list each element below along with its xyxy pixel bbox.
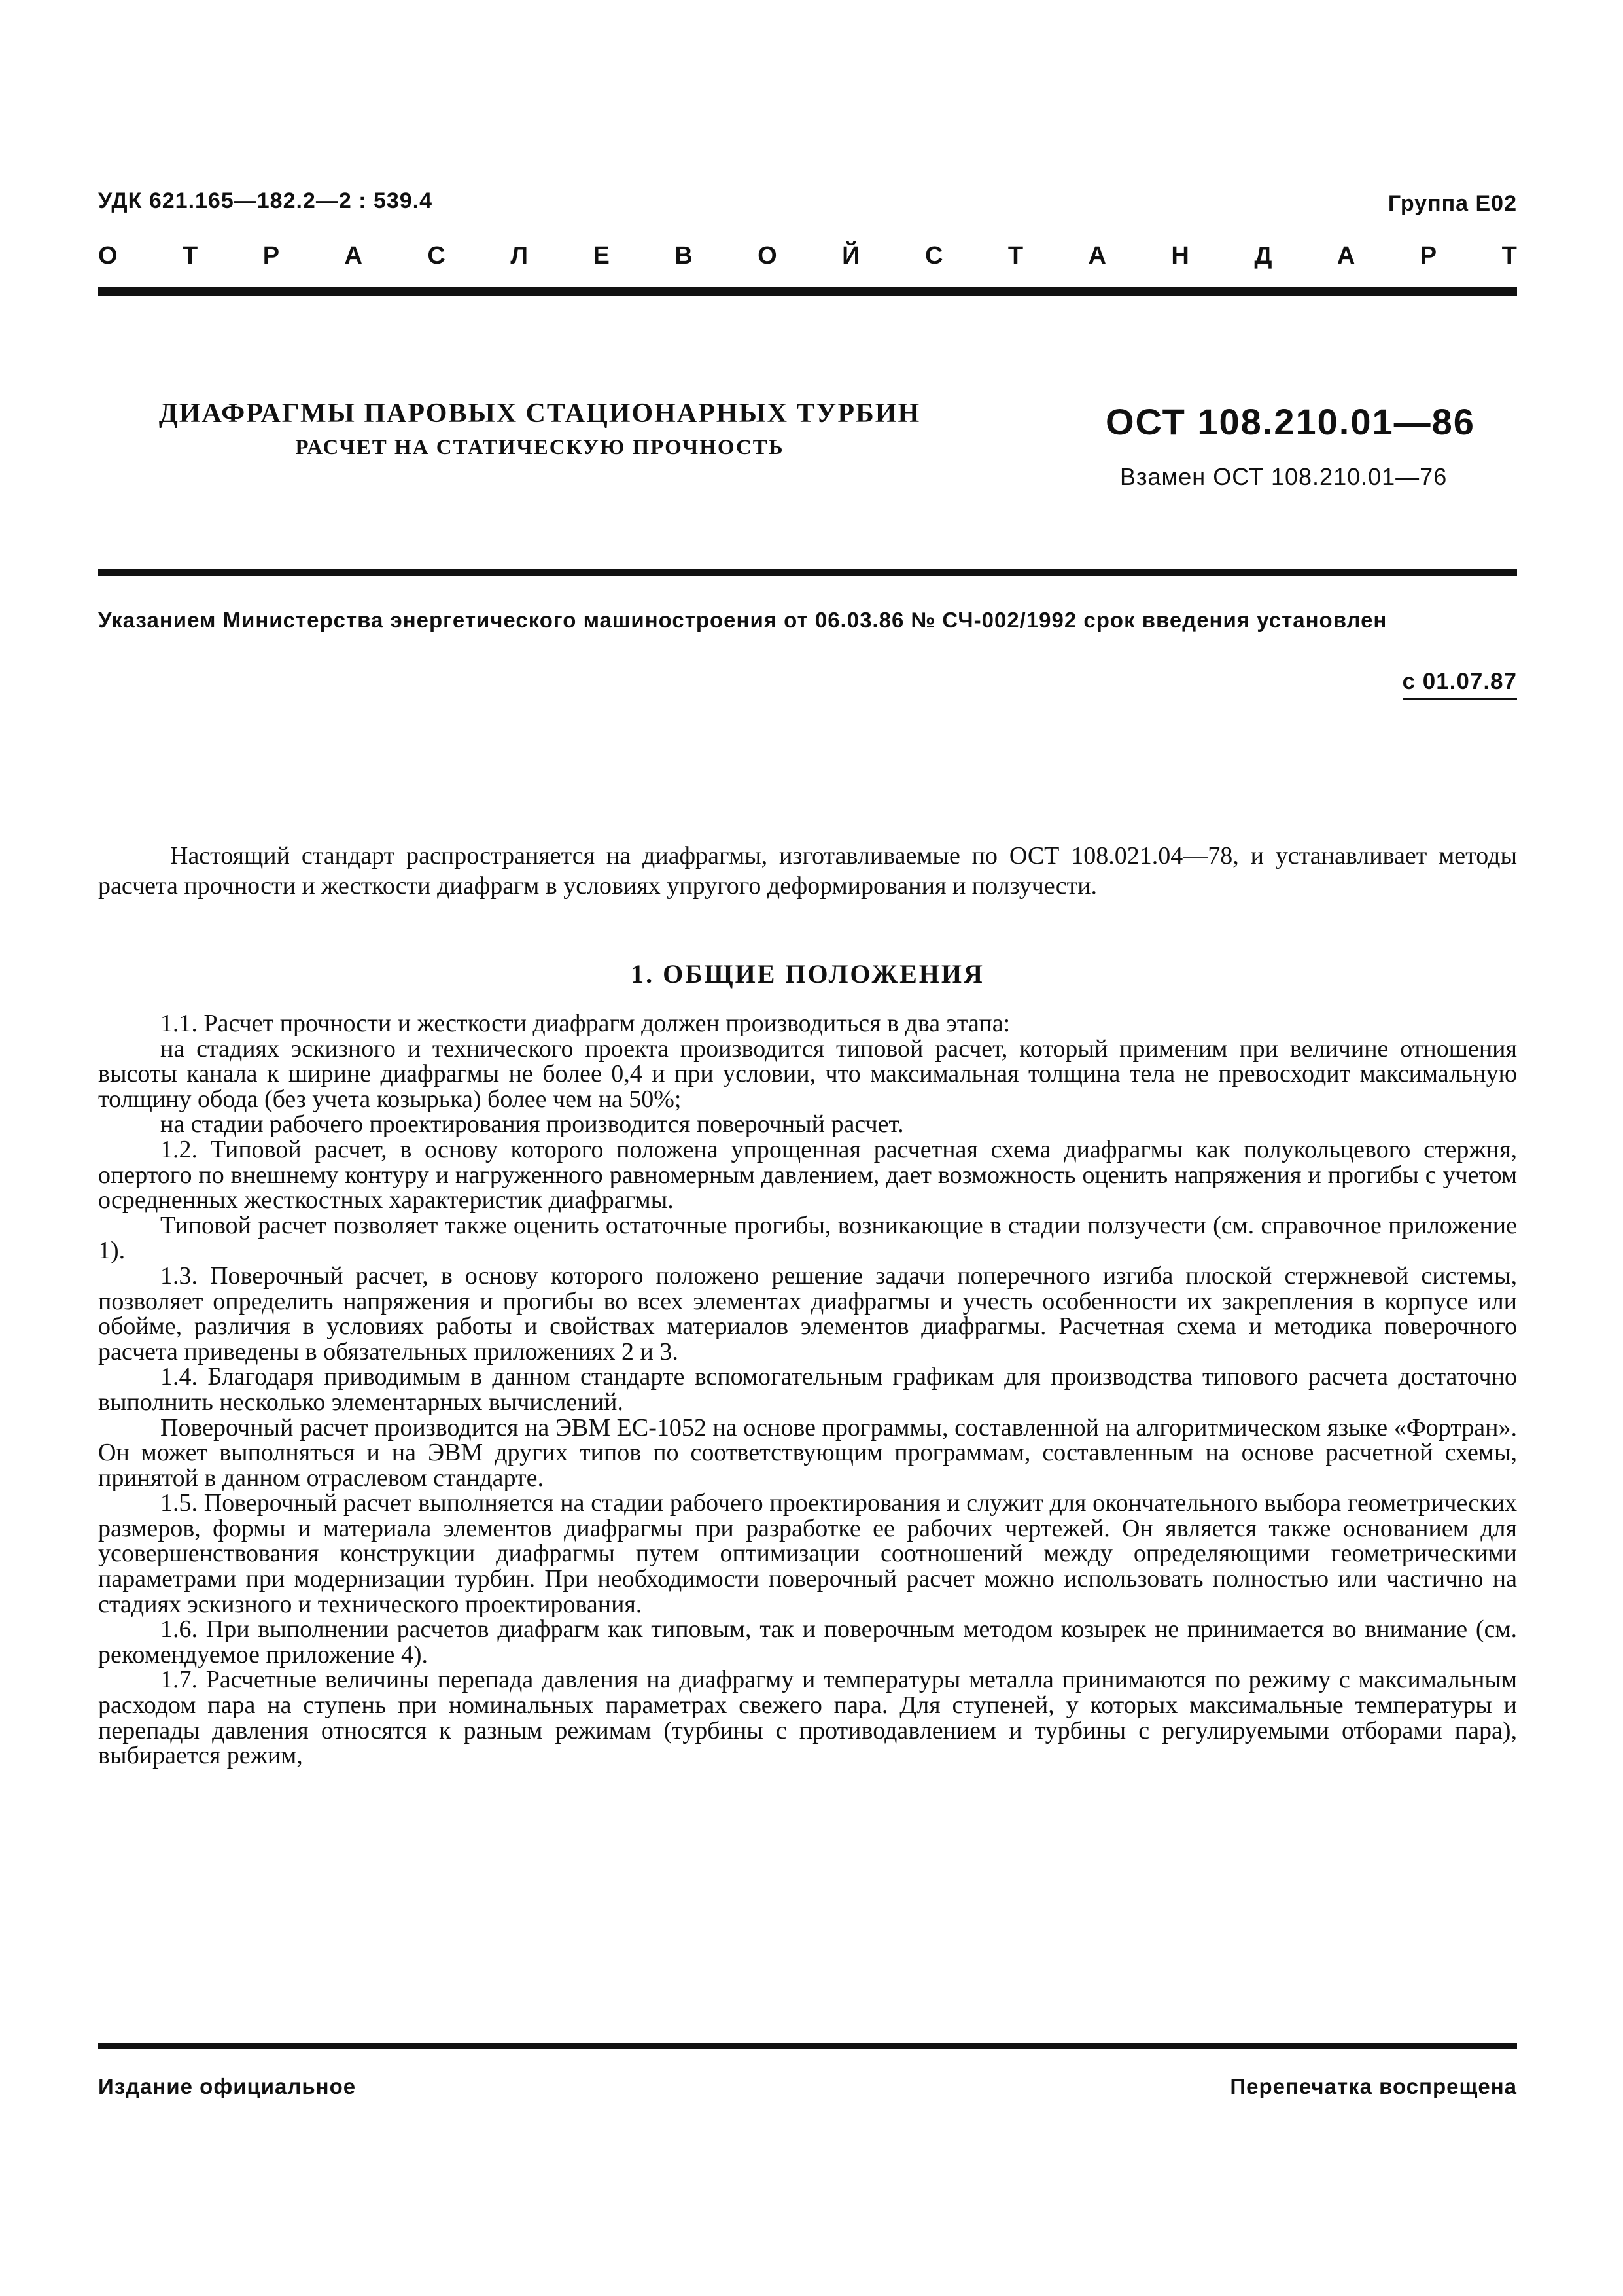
group-code: Группа Е02 [1387, 191, 1517, 216]
paragraph: на стадии рабочего проектирования производится поверочный расчет. [160, 1110, 904, 1139]
paragraph: 1.5. Поверочный расчет выполняется на стадии рабочего проектирования и служит для окончательного выбора геометрических размеров, формы и материала элементов диафрагмы при разработке ее рабочих чертежей. Он является также основанием для усовершенствования конструкции диафрагмы путем оптимизации соотношений между определяющими геометрическими параметрами при модернизации турбин. При необходимости поверочный расчет можно использовать полностью или частично на стадиях эскизного и технического проектирования. [98, 1489, 1517, 1618]
footer-reprint-notice: Перепечатка воспрещена [1230, 2074, 1517, 2098]
title-divider [98, 569, 1517, 576]
standard-letter: Р [1420, 242, 1437, 270]
standard-letter: Л [510, 242, 528, 270]
standard-letter: Й [842, 242, 860, 270]
standard-letter: Р [262, 242, 280, 270]
paragraph: 1.2. Типовой расчет, в основу которого положена упрощенная расчетная схема диафрагмы как полукольцевого стержня, опертого по внешнему контуру и нагруженного равномерным давлением, дает возможность оценить напряжения и прогибы с учетом осредненных жесткостных характеристик диафрагмы. [98, 1135, 1517, 1214]
standard-letter: О [98, 242, 118, 270]
paragraph: 1.1. Расчет прочности и жесткости диафрагм должен производиться в два этапа: [160, 1010, 1011, 1037]
decree-text: Указанием Министерства энергетического машиностроения от 06.03.86 № СЧ-002/1992 срок введения установлен [98, 608, 1387, 632]
standard-letter: О [758, 242, 777, 270]
paragraph: 1.4. Благодаря приводимым в данном стандарте вспомогательным графикам для производства типового расчета достаточно выполнить несколько элементарных вычислений. [98, 1363, 1517, 1416]
replaces-standard: Взамен ОСТ 108.210.01—76 [1120, 463, 1448, 490]
footer-official-edition: Издание официальное [98, 2074, 357, 2098]
document-title-block [98, 398, 981, 460]
footer-divider [98, 2043, 1517, 2049]
paragraph: 1.3. Поверочный расчет, в основу которого положено решение задачи поперечного изгиба плоской стержневой системы, позволяет определить напряжения и прогибы во всех элементах диафрагмы и учесть особенности их закрепления в корпусе или обойме, различия в условиях работы и свойствах материалов элементов диафрагмы. Расчетная схема и методика поверочного расчета приведены в обязательных приложениях 2 и 3. [98, 1262, 1517, 1366]
standard-letter: Н [1171, 242, 1189, 270]
paragraph: 1.7. Расчетные величины перепада давления на диафрагму и температуры металла принимаются по режиму с максимальным расходом пара на ступень при номинальных параметрах свежего пара. Для ступеней, у которых максимальные температуры и перепады давления относятся к разным режимам (турбины с противодавлением и турбины с регулируемыми отборами пара), выбирается режим, [98, 1666, 1517, 1770]
document-subtitle: РАСЧЕТ НА СТАТИЧЕСКУЮ ПРОЧНОСТЬ [295, 436, 784, 459]
standard-letter: А [344, 242, 362, 270]
standard-letter: Т [1007, 242, 1024, 270]
standard-letter: А [1336, 242, 1355, 270]
standard-letter: А [1088, 242, 1106, 270]
standard-letter: Т [1501, 242, 1517, 270]
standard-letter: В [674, 242, 693, 270]
section-body [98, 1011, 1517, 1769]
standard-number: ОСТ 108.210.01—86 [1106, 401, 1475, 442]
paragraph: 1.6. При выполнении расчетов диафрагм как типовым, так и поверочным методом козырек не принимается во внимание (см. рекомендуемое приложение 4). [98, 1616, 1517, 1669]
document-title: ДИАФРАГМЫ ПАРОВЫХ СТАЦИОНАРНЫХ ТУРБИН [158, 398, 921, 429]
header-divider [98, 287, 1517, 296]
paragraph: на стадиях эскизного и технического проекта производится типовой расчет, который применим при величине отношения высоты канала к ширине диафрагмы не более 0,4 и при условии, что максимальная толщина тела не превосходит максимальную толщину обода (без учета козырька) более чем на 50%; [98, 1034, 1517, 1113]
standard-type-heading [98, 242, 1517, 275]
standard-letter: С [427, 242, 445, 270]
paragraph: Поверочный расчет производится на ЭВМ ЕС-1052 на основе программы, составленной на алгоритмическом языке «Фортран». Он может выполняться и на ЭВМ других типов по соответствующим программам, составленным на основе расчетной схемы, принятой в данном отраслевом стандарте. [98, 1413, 1517, 1492]
standard-letter: С [924, 242, 943, 270]
effective-date: с 01.07.87 [1403, 669, 1517, 700]
standard-letter: Е [593, 242, 610, 270]
paragraph: Типовой расчет позволяет также оценить остаточные прогибы, возникающие в стадии ползучести (см. справочное приложение 1). [98, 1211, 1517, 1265]
section-title: 1. ОБЩИЕ ПОЛОЖЕНИЯ [631, 959, 985, 989]
udk-code: УДК 621.165—182.2—2 : 539.4 [98, 188, 433, 213]
standard-letter: Т [183, 242, 198, 270]
standard-letter: Д [1254, 242, 1272, 270]
intro-paragraph: Настоящий стандарт распространяется на диафрагмы, изготавливаемые по ОСТ 108.021.04—78, и устанавливает методы расчета прочности и жесткости диафрагм в условиях упругого деформирования и ползучести. [98, 842, 1517, 900]
